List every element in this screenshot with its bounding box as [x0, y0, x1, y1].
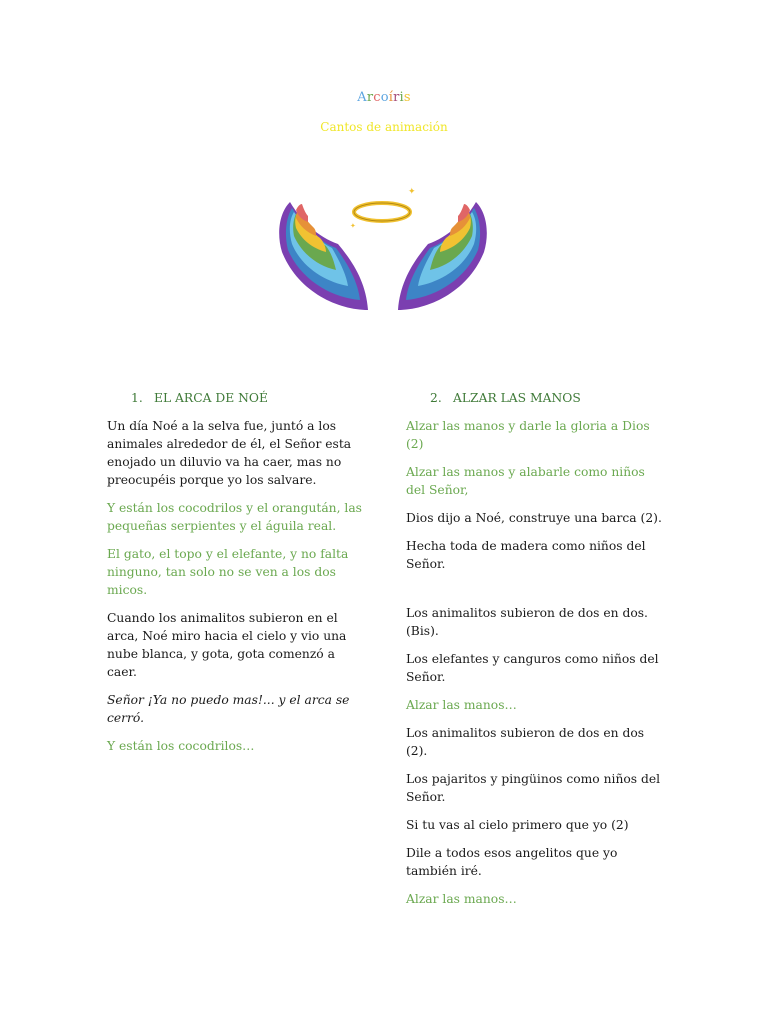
verse: Alzar las manos… [406, 698, 517, 712]
verse: Hecha toda de madera como niños del Señor. [406, 539, 646, 571]
song-2-heading [430, 389, 666, 407]
verse: Los animalitos subieron de dos en dos (2). [406, 726, 645, 758]
title-letter: í [388, 90, 394, 105]
title-letter: A [357, 90, 367, 105]
verse: Alzar las manos… [406, 892, 517, 906]
verse: Un día Noé a la selva fue, juntó a los animales alrededor de él, el Señor esta enojado un diluvio va ha caer, mas no preocupéis porque yo los salvare. [107, 419, 352, 487]
verse: Cuando los animalitos subieron en el arca, Noé miro hacia el cielo y vio una nube blanca, y gota, gota comenzó a caer. [107, 611, 347, 679]
title-letter: s [403, 90, 411, 105]
song-column-2 [406, 389, 666, 918]
verse: El gato, el topo y el elefante, y no falta ninguno, tan solo no se ven a los dos micos. [107, 547, 349, 597]
verse: Y están los cocodrilos y el orangután, las pequeñas serpientes y el águila real. [107, 501, 362, 533]
document-title [0, 90, 768, 105]
song-column-1 [107, 389, 367, 765]
svg-text:✦: ✦ [350, 222, 356, 230]
song-2-verses [406, 417, 666, 908]
song-2-number: 2. [430, 391, 442, 405]
document-subtitle: Cantos de animación [320, 120, 448, 134]
title-letter: i [399, 90, 404, 105]
verse: Si tu vas al cielo primero que yo (2) [406, 818, 629, 832]
verse: Los elefantes y canguros como niños del Señor. [406, 652, 659, 684]
verse: Dios dijo a Noé, construye una barca (2). [406, 511, 662, 525]
song-1-verses [107, 417, 367, 755]
verse: Alzar las manos y darle la gloria a Dios (2) [406, 419, 650, 451]
verse: Alzar las manos y alabarle como niños del Señor, [406, 465, 645, 497]
title-letter: r [393, 90, 400, 105]
song-2-title: ALZAR LAS MANOS [453, 391, 581, 405]
song-1-title: EL ARCA DE NOÉ [154, 391, 268, 405]
verse: Los pajaritos y pingüinos como niños del Señor. [406, 772, 661, 804]
title-letter: o [380, 90, 389, 105]
left-wing-icon [279, 202, 368, 310]
song-1-heading [131, 389, 367, 407]
right-wing-icon [398, 202, 487, 310]
title-letter: c [373, 90, 381, 105]
verse: Dile a todos esos angelitos que yo también iré. [406, 846, 618, 878]
verse-spacer [406, 583, 666, 604]
svg-text:✦: ✦ [408, 187, 416, 197]
rainbow-angel-wings-image [268, 182, 498, 322]
title-letter: r [366, 90, 374, 105]
verse: Señor ¡Ya no puedo mas!... y el arca se cerró. [107, 693, 350, 725]
verse: Los animalitos subieron de dos en dos. (Bis). [406, 606, 648, 638]
verse: Y están los cocodrilos… [107, 739, 255, 753]
song-1-number: 1. [131, 391, 143, 405]
